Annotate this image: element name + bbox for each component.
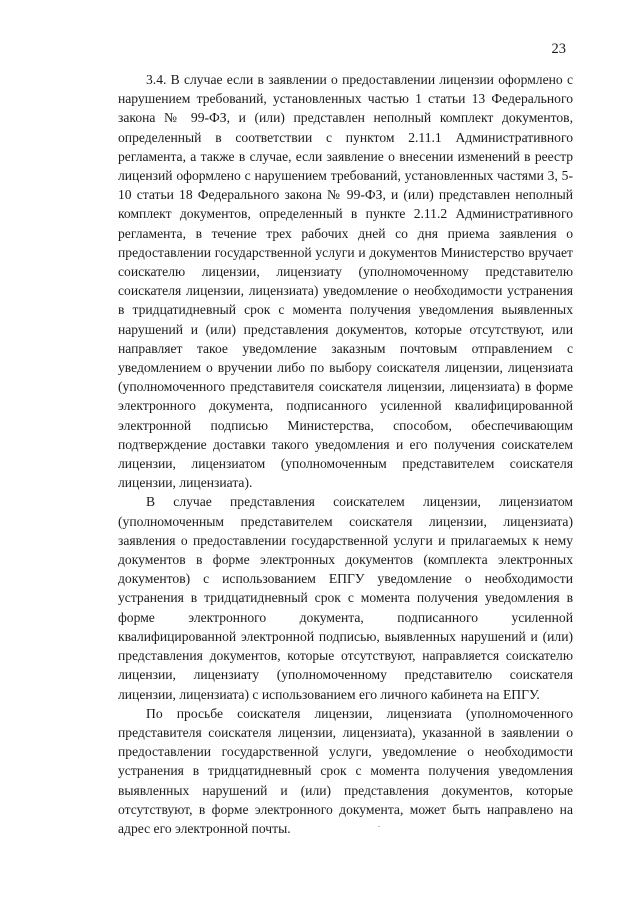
paragraph-3-4: 3.4. В случае если в заявлении о предоставлении лицензии оформлено с нарушением требований, установленных частью 1 статьи 13 Федерального закона № 99-ФЗ, и (или) представлен неполный комплект документов, определенный в соответствии с пунктом 2.11.1 Административного регламента, а также в случае, если заявление о внесении изменений в реестр лицензий оформлено с нарушением требований, установленных частями 3, 5-10 статьи 18 Федерального закона № 99-ФЗ, и (или) представлен неполный комплект документов, определенный в пункте 2.11.2 Административного регламента, в течение трех рабочих дней со дня приема заявления о предоставлении государственной услуги и документов Министерство вручает соискателю лицензии, лицензиату (уполномоченному представителю соискателя лицензии, лицензиата) уведомление о необходимости устранения в тридцатидневный срок с момента получения уведомления выявленных нарушений и (или) представления документов, которые отсутствуют, или направляет такое уведомление заказным почтовым отправлением с уведомлением о вручении либо по выбору соискателя лицензии, лицензиата (уполномоченного представителя соискателя лицензии, лицензиата) в форме электронного документа, подписанного усиленной квалифицированной электронной подписью Министерства, способом, обеспечивающим подтверждение доставки такого уведомления и его получения соискателем лицензии, лицензиатом (уполномоченным представителем соискателя лицензии, лицензиата).	[118, 72, 573, 491]
paragraph-email-notification: По просьбе соискателя лицензии, лицензиата (уполномоченного представителя соискателя лицензии, лицензиата), указанной в заявлении о предоставлении государственной услуги, уведомление о необходимости устранения в тридцатидневный срок с момента получения уведомления выявленных нарушений и (или) представления документов, которые отсутствуют, в форме электронного документа, может быть направлено на адрес его электронной почты.	[118, 705, 573, 836]
document-body	[118, 70, 573, 838]
paragraph-epgu-notification: В случае представления соискателем лицензии, лицензиатом (уполномоченным представителем соискателя лицензии, лицензиата) заявления о предоставлении государственной услуги и прилагаемых к нему документов в форме электронных документов (комплекта электронных документов) с использованием ЕПГУ уведомление о необходимости устранения в тридцатидневный срок с момента получения уведомления в форме электронного документа, подписанного усиленной квалифицированной электронной подписью, выявленных нарушений и (или) представления документов, которые отсутствуют, направляется соискателю лицензии, лицензиату (уполномоченному представителю соискателя лицензии, лицензиата) с использованием его личного кабинета на ЕПГУ.	[118, 494, 573, 702]
page-number: 23	[551, 41, 566, 57]
scan-speck	[378, 826, 380, 827]
